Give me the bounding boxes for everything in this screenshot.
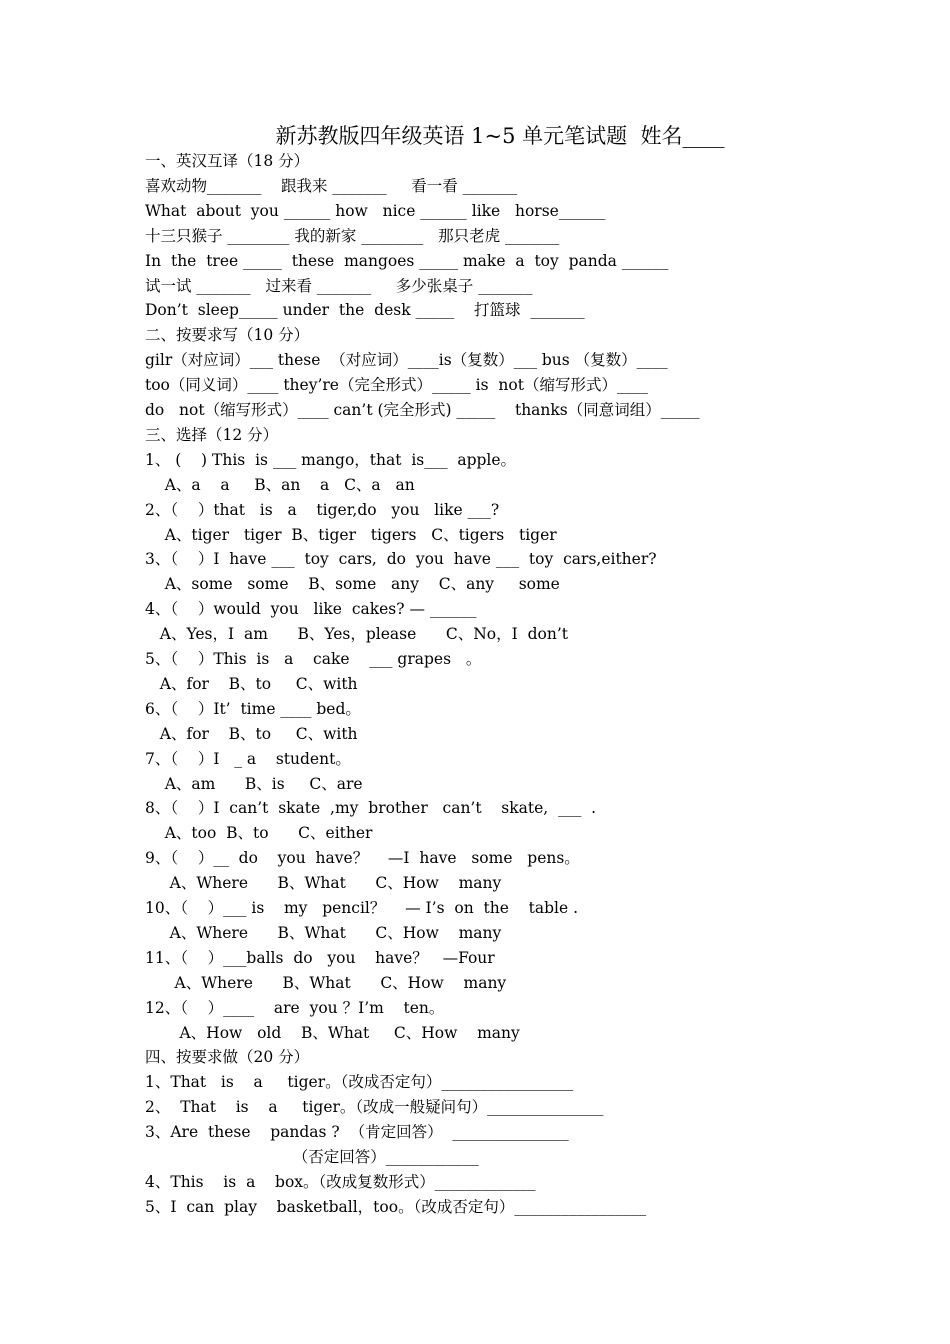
choice-line: A、Yes，I am B、Yes，please C、No，I don’t: [145, 625, 568, 644]
choice-line: 1、 ( ) This is ___ mango，that is___ apple。: [145, 450, 517, 469]
choice-line: A、am B、is C、are: [145, 774, 363, 793]
word-form-line: too（同义词）____ they’re（完全形式）_____ is not（缩写形式）____: [145, 376, 648, 395]
choice-line: 5、（ ）This is a cake ___ grapes 。: [145, 650, 482, 668]
section-heading: 四、按要求做（20 分）: [145, 1048, 310, 1067]
choice-line: A、Where B、What C、How many: [145, 973, 507, 992]
section-heading: 三、选择（12 分）: [145, 425, 279, 444]
choice-line: A、tiger tiger B、tiger tigers C、tigers tiger: [145, 525, 557, 544]
translation-line: 十三只猴子 ________ 我的新家 ________ 那只老虎 _______: [145, 226, 560, 245]
choice-line: 7、（ ）I _ a student。: [145, 749, 351, 768]
word-form-line: gilr（对应词）___ these （对应词）____is（复数）___ bus （复数）____: [145, 351, 668, 370]
translation-line: 试一试 _______ 过来看 _______ 多少张桌子 _______: [145, 276, 533, 295]
choice-line: 11、（ ）___balls do you have？ —Four: [145, 948, 495, 967]
choice-line: 6、（ ）It’ time ____ bed。: [145, 699, 361, 718]
choice-line: A、Where B、What C、How many: [145, 874, 502, 893]
choice-line: A、for B、to C、with: [145, 724, 358, 743]
choice-line: A、too B、to C、either: [145, 824, 373, 843]
choice-line: 8、（ ）I can’t skate ,my brother can’t skate, ___ .: [145, 799, 597, 818]
choice-line: 12、（ ）____ are you ？I’m ten。: [145, 998, 445, 1017]
choice-line: 10、（ ）___ is my pencil？ — I’s on the table .: [145, 899, 579, 917]
choice-line: A、Where B、What C、How many: [145, 923, 502, 942]
translation-line: Don’t sleep_____ under the desk _____ 打篮球 _______: [145, 301, 585, 320]
rewrite-line: （否定回答）____________: [145, 1148, 479, 1166]
section-heading: 一、英汉互译（18 分）: [145, 152, 310, 170]
section-heading: 二、按要求写（10 分）: [145, 326, 310, 345]
choice-line: A、some some B、some any C、any some: [145, 575, 560, 594]
choice-line: 3、（ ）I have ___ toy cars, do you have ___ toy cars,either?: [145, 550, 657, 569]
rewrite-line: 3、Are these pandas ? （肯定回答） _______________: [145, 1123, 569, 1142]
translation-line: In the tree _____ these mangoes _____ make a toy panda ______: [145, 251, 669, 270]
translation-line: 喜欢动物_______ 跟我来 _______ 看一看 _______: [145, 176, 517, 195]
choice-line: A、a a B、an a C、a an: [145, 475, 415, 494]
translation-line: What about you ______ how nice ______ like horse______: [145, 201, 606, 220]
choice-line: 9、（ ）__ do you have？ —I have some pens。: [145, 849, 580, 868]
rewrite-line: 1、That is a tiger。（改成否定句）_________________: [145, 1073, 574, 1092]
choice-line: 2、（ ）that is a tiger,do you like ___?: [145, 500, 500, 519]
rewrite-line: 4、This is a box。（改成复数形式）_____________: [145, 1172, 536, 1191]
rewrite-line: 5、I can play basketball，too。（改成否定句）_________________: [145, 1197, 647, 1216]
choice-line: A、for B、to C、with: [145, 674, 358, 693]
choice-line: 4、（ ）would you like cakes? — ______: [145, 600, 477, 619]
choice-line: A、How old B、What C、How many: [145, 1023, 520, 1042]
exam-title: 新苏教版四年级英语 1~5 单元笔试题 姓名____: [275, 124, 725, 148]
rewrite-line: 2、 That is a tiger。（改成一般疑问句）_______________: [145, 1098, 604, 1117]
word-form-line: do not（缩写形式）____ can’t (完全形式) _____ thanks（同意词组）_____: [145, 401, 700, 419]
